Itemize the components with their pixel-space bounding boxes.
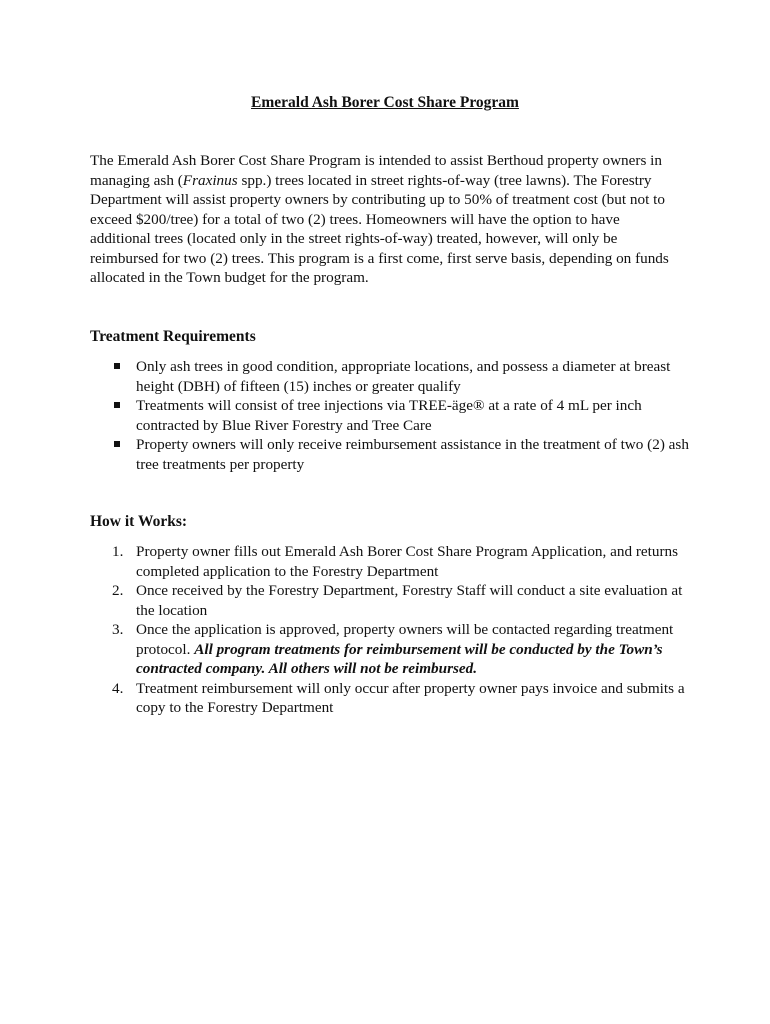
- step-number: 3.: [112, 621, 124, 638]
- step-emphasis: All program treatments for reimbursement will be conducted by the Town’s contracted company. All others will not be reimbursed.: [136, 640, 663, 677]
- list-item-text: Treatments will consist of tree injections via TREE-äge® at a rate of 4 mL per inch contracted by Blue River Forestry and Tree Care: [136, 397, 642, 434]
- intro-text-start: The Emerald Ash Borer Cost Share Program is intended to assist Berthoud property owners in managing ash (: [90, 152, 662, 189]
- step-number: 1.: [112, 543, 124, 560]
- step-item: [90, 542, 690, 581]
- step-text: Once the application is approved, property owners will be contacted regarding treatment protocol.: [136, 621, 674, 658]
- step-number: 4.: [112, 679, 124, 697]
- list-item-text: Only ash trees in good condition, appropriate locations, and possess a diameter at breast height (DBH) of fifteen (15) inches or greater qualify: [136, 358, 671, 395]
- square-bullet-icon: [114, 402, 120, 408]
- step-number: 2.: [112, 582, 124, 599]
- intro-text-end: spp.) trees located in street rights-of-way (tree lawns). The Forestry Department will assist property owners by contributing up to 50% of treatment cost (but not to exceed $200/tree) for a total of two (2) trees. Homeowners will have the option to have additional trees (located only in the street rights-of-way) treated, however, will only be reimbursed for two (2) trees. This program is a first come, first serve basis, depending on funds allocated in the Town budget for the program.: [90, 171, 669, 286]
- how-it-works-heading: How it Works:: [90, 513, 188, 530]
- square-bullet-icon: [114, 363, 120, 369]
- step-text: Once received by the Forestry Department, Forestry Staff will conduct a site evaluation at the location: [136, 582, 683, 619]
- list-item-text: Property owners will only receive reimbursement assistance in the treatment of two (2) ash tree treatments per property: [136, 436, 689, 473]
- step-item: [90, 620, 690, 679]
- step-text: Treatment reimbursement will only occur after property owner pays invoice and submits a copy to the Forestry Department: [136, 679, 685, 716]
- how-it-works-steps: [90, 542, 690, 718]
- list-item: [90, 435, 690, 474]
- step-item: [90, 679, 690, 718]
- list-item: [90, 396, 690, 435]
- treatment-requirements-list: [90, 357, 690, 474]
- list-item: [90, 357, 690, 396]
- treatment-requirements-heading: Treatment Requirements: [90, 328, 256, 345]
- step-item: [90, 581, 690, 620]
- intro-paragraph: [90, 151, 680, 288]
- step-text: Property owner fills out Emerald Ash Borer Cost Share Program Application, and returns completed application to the Forestry Department: [136, 543, 679, 580]
- square-bullet-icon: [114, 441, 120, 447]
- intro-species-name: Fraxinus: [182, 171, 238, 189]
- page-title: Emerald Ash Borer Cost Share Program: [251, 94, 519, 111]
